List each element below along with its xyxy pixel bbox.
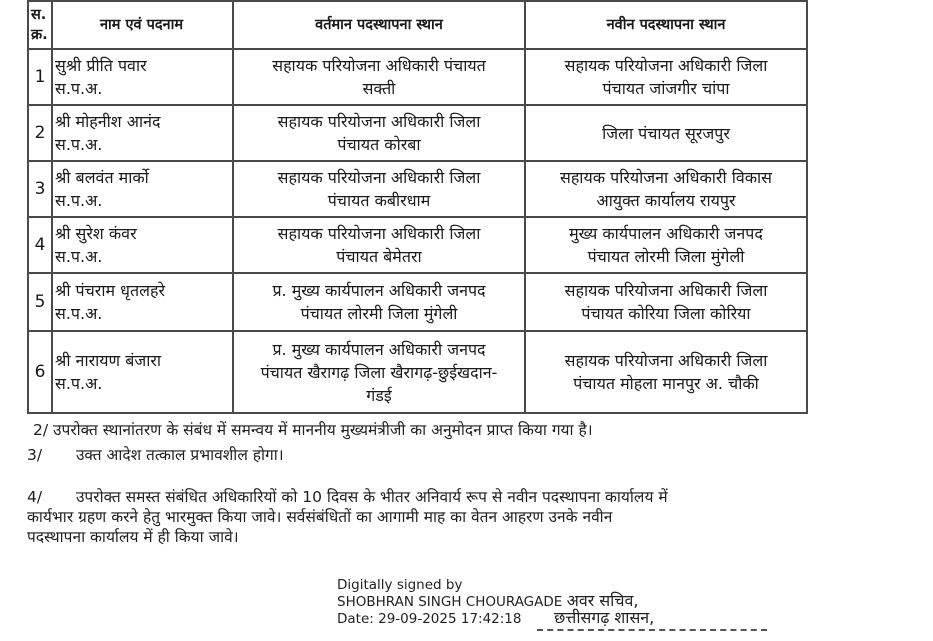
table-row [28, 273, 807, 331]
officer-designation: स.प.अ. [55, 374, 103, 393]
table-row [28, 49, 807, 105]
officer-name: सुश्री प्रीति पवार [55, 56, 147, 75]
paragraph-text: उपरोक्त स्थानांतरण के संबंध में समन्वय में माननीय मुख्यमंत्रीजी का अनुमोदन प्राप्त किया गया है। [53, 421, 593, 439]
current-posting-line: गंडई [366, 385, 392, 405]
row-new-posting [525, 217, 807, 273]
row-serial: 5 [28, 273, 52, 331]
current-posting-line: सहायक परियोजना अधिकारी जिला [277, 168, 481, 187]
officer-designation: स.प.अ. [55, 191, 103, 210]
transfer-table [27, 0, 808, 414]
row-new-posting [525, 105, 807, 161]
signer-title: अवर सचिव, [566, 591, 639, 610]
new-posting-line: जिला पंचायत सूरजपुर [602, 123, 730, 143]
officer-name: श्री सुरेश कंवर [55, 224, 137, 243]
paragraph-text: उक्त आदेश तत्काल प्रभावशील होगा। [75, 446, 284, 464]
row-new-posting [525, 331, 807, 413]
new-posting-line: पंचायत मोहला मानपुर अ. चौकी [573, 374, 759, 393]
current-posting-line: पंचायत खैरागढ़ जिला खैरागढ़-छुईखदान- [260, 362, 498, 382]
new-posting-line: पंचायत कोरिया जिला कोरिया [581, 304, 751, 323]
row-serial: 6 [28, 331, 52, 413]
officer-name: श्री नारायण बंजारा [55, 351, 162, 370]
header-current-posting: वर्तमान पदस्थापना स्थान [233, 1, 525, 49]
table-header-row [28, 1, 807, 49]
new-posting-line: सहायक परियोजना अधिकारी विकास [560, 168, 772, 187]
header-name-designation: नाम एवं पदनाम [52, 1, 233, 49]
paragraph-number: 4/ [27, 488, 43, 506]
row-name-cell [52, 161, 233, 217]
current-posting-line: पंचायत कबीरधाम [327, 191, 431, 210]
new-posting-line: पंचायत लोरमी जिला मुंगेली [587, 247, 745, 266]
new-posting-line: मुख्य कार्यपालन अधिकारी जनपद [569, 224, 763, 243]
new-posting-line: सहायक परियोजना अधिकारी जिला [564, 351, 768, 370]
row-name-cell [52, 331, 233, 413]
row-name-cell [52, 105, 233, 161]
row-serial: 4 [28, 217, 52, 273]
row-new-posting [525, 49, 807, 105]
officer-designation: स.प.अ. [55, 79, 103, 98]
current-posting-line: प्र. मुख्य कार्यपालन अधिकारी जनपद [272, 281, 486, 300]
digital-signature-block [337, 577, 767, 637]
officer-designation: स.प.अ. [55, 304, 103, 323]
row-serial: 2 [28, 105, 52, 161]
officer-designation: स.प.अ. [55, 247, 103, 266]
current-posting-line: सहायक परियोजना अधिकारी जिला [277, 224, 481, 243]
new-posting-line: पंचायत जांजगीर चांपा [602, 79, 730, 98]
row-name-cell [52, 273, 233, 331]
new-posting-line: सहायक परियोजना अधिकारी जिला [564, 281, 768, 300]
signed-by-label: Digitally signed by [337, 577, 463, 593]
officer-name: श्री बलवंत मार्को [55, 168, 149, 187]
paragraph-text-line: कार्यभार ग्रहण करने हेतु भारमुक्त किया जावे। सर्वसंबंधितों का आगामी माह का वेतन आहरण उनके नवीन [27, 508, 613, 526]
row-current-posting [233, 49, 525, 105]
paragraph-number: 2/ [33, 421, 49, 439]
header-new-posting: नवीन पदस्थापना स्थान [525, 1, 807, 49]
row-current-posting [233, 217, 525, 273]
row-new-posting [525, 161, 807, 217]
table-row [28, 217, 807, 273]
officer-name: श्री पंचराम धृतलहरे [55, 281, 165, 300]
paragraph-text-line: उपरोक्त समस्त संबंधित अधिकारियों को 10 दिवस के भीतर अनिवार्य रूप से नवीन पदस्थापना कार्यालय में [75, 488, 668, 506]
paragraph-text-line: पदस्थापना कार्यालय में ही किया जावे। [27, 528, 239, 546]
current-posting-line: प्र. मुख्य कार्यपालन अधिकारी जनपद [272, 339, 486, 359]
paragraph-4-relieving [27, 487, 827, 547]
new-posting-line: आयुक्त कार्यालय रायपुर [596, 191, 736, 210]
row-current-posting [233, 331, 525, 413]
officer-designation: स.प.अ. [55, 135, 103, 154]
cropped-text-line [537, 629, 767, 637]
new-posting-line: सहायक परियोजना अधिकारी जिला [564, 56, 768, 75]
paragraph-3-effective [27, 445, 284, 465]
row-current-posting [233, 161, 525, 217]
row-new-posting [525, 273, 807, 331]
current-posting-line: सक्ती [362, 79, 396, 98]
government-name: छत्तीसगढ़ शासन, [554, 608, 655, 627]
row-serial: 3 [28, 161, 52, 217]
table-row [28, 331, 807, 413]
current-posting-line: पंचायत लोरमी जिला मुंगेली [300, 304, 458, 323]
table-row [28, 161, 807, 217]
row-current-posting [233, 273, 525, 331]
row-name-cell [52, 49, 233, 105]
header-serial-number: स. क्र. [28, 1, 52, 49]
table-row [28, 105, 807, 161]
current-posting-line: पंचायत कोरबा [337, 135, 421, 154]
paragraph-2-approval [33, 420, 593, 440]
row-serial: 1 [28, 49, 52, 105]
paragraph-number: 3/ [27, 446, 43, 464]
current-posting-line: पंचायत बेमेतरा [336, 247, 422, 266]
signature-date: Date: 29-09-2025 17:42:18 [337, 611, 522, 627]
officer-name: श्री मोहनीश आनंद [55, 112, 161, 131]
row-name-cell [52, 217, 233, 273]
row-current-posting [233, 105, 525, 161]
current-posting-line: सहायक परियोजना अधिकारी पंचायत [272, 56, 486, 75]
current-posting-line: सहायक परियोजना अधिकारी जिला [277, 112, 481, 131]
signer-name: SHOBHRAN SINGH CHOURAGADE [337, 594, 563, 610]
